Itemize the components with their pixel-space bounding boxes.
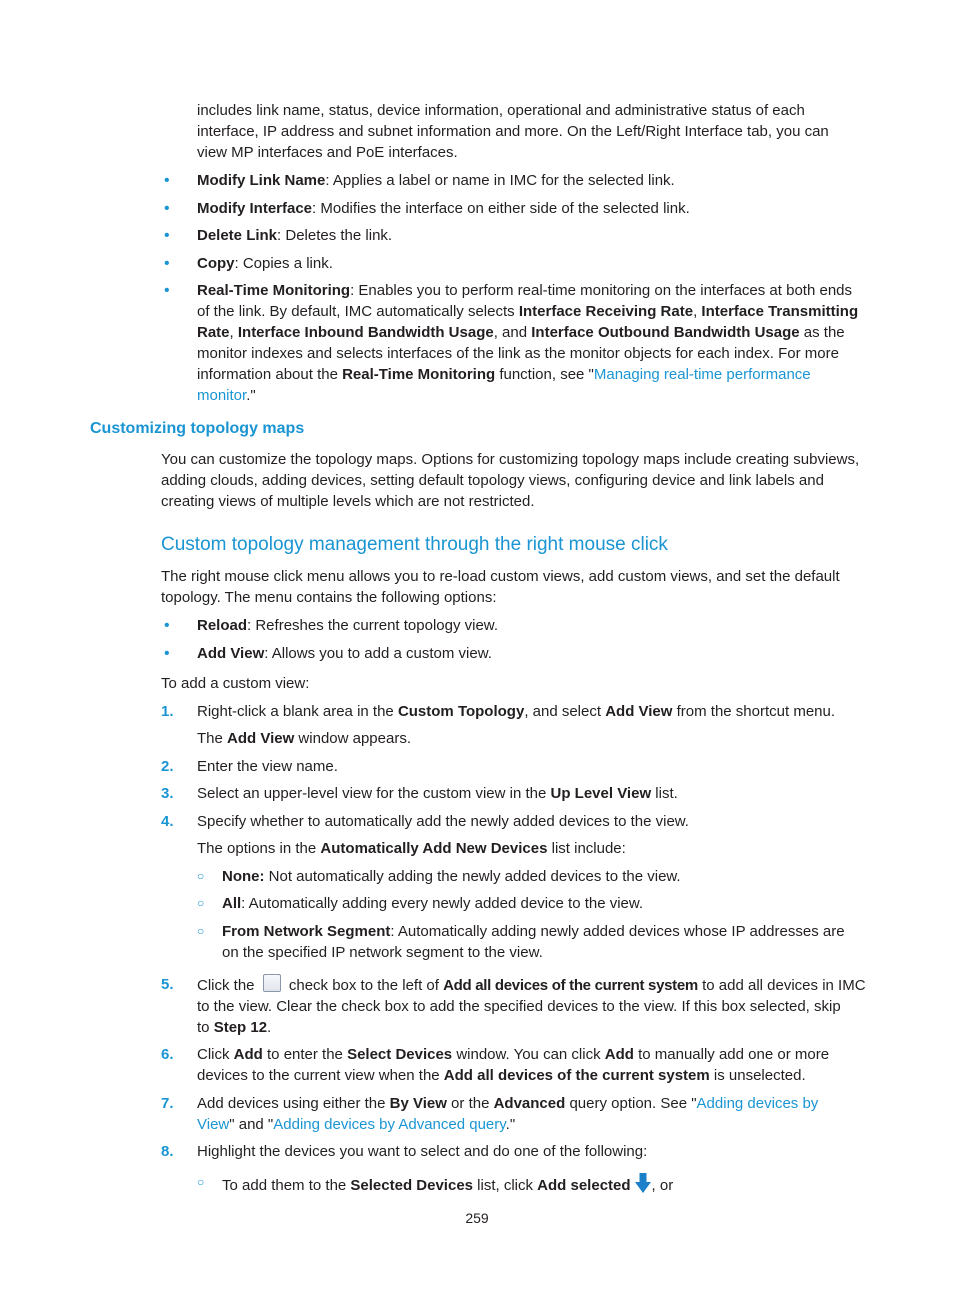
text: query option. See " — [565, 1095, 697, 1112]
text: information about the — [197, 366, 343, 383]
text: The options in the — [197, 840, 321, 857]
text: on the specified IP network segment to the view. — [222, 944, 543, 961]
text: . — [267, 1019, 272, 1036]
step-number: 8. — [161, 1143, 174, 1160]
term: Add View — [605, 703, 673, 720]
text: , or — [651, 1177, 674, 1194]
step-number: 5. — [161, 976, 174, 993]
checkbox-icon — [263, 974, 281, 992]
text: window. You can click — [452, 1046, 605, 1063]
text: check box to the left of — [284, 977, 444, 994]
intro-line: interface, IP address and subnet information and more. On the Left/Right Interface tab, you can — [197, 123, 829, 140]
description: : Allows you to add a custom view. — [264, 645, 492, 662]
term: Add all devices of the current system — [443, 977, 698, 994]
description: : Refreshes the current topology view. — [247, 617, 498, 634]
text: : Automatically adding every newly added device to the view. — [241, 895, 644, 912]
bullet-icon: • — [164, 255, 170, 272]
text-line: creating views of multiple levels which are not restricted. — [161, 493, 535, 510]
term: Modify Link Name — [197, 172, 326, 189]
text: : Enables you to perform real-time monitoring on the interfaces at both ends — [350, 282, 852, 299]
text: list. — [651, 785, 678, 802]
text: to add all devices in IMC — [697, 977, 866, 994]
term: Real-Time Monitoring — [197, 282, 351, 299]
term: By View — [389, 1095, 447, 1112]
term: Select Devices — [347, 1046, 453, 1063]
bullet-icon: • — [164, 200, 170, 217]
link-adding-devices-advanced[interactable]: Adding devices by Advanced query — [273, 1116, 506, 1133]
text: Enter the view name. — [197, 758, 338, 775]
text: monitor indexes and selects interfaces of the link as the monitor objects for each index. For more — [197, 345, 839, 362]
term: Delete Link — [197, 227, 278, 244]
circle-bullet-icon: ○ — [197, 896, 205, 910]
step-number: 2. — [161, 758, 174, 775]
subsection-paragraph — [161, 566, 869, 608]
term: From Network Segment — [222, 923, 391, 940]
description: : Applies a label or name in IMC for the selected link. — [325, 172, 675, 189]
term: Step 12 — [213, 1019, 268, 1036]
link-realtime-monitor[interactable]: Managing real-time performance — [593, 366, 811, 383]
text: Highlight the devices you want to select and do one of the following: — [197, 1143, 648, 1160]
text: to enter the — [262, 1046, 348, 1063]
text: ." — [505, 1116, 516, 1133]
text: Click the — [197, 977, 259, 994]
term: Interface Receiving Rate — [518, 303, 694, 320]
text: Specify whether to automatically add the newly added devices to the view. — [197, 813, 689, 830]
description: : Copies a link. — [234, 255, 333, 272]
text: : Automatically adding newly added devices whose IP addresses are — [390, 923, 845, 940]
link-adding-devices-by-view[interactable]: View — [197, 1116, 230, 1133]
bullet-icon: • — [164, 645, 170, 662]
text-line: You can customize the topology maps. Options for customizing topology maps include creating subviews, — [161, 451, 860, 468]
step-number: 7. — [161, 1095, 174, 1112]
term: Rate — [197, 324, 230, 341]
term: Automatically Add New Devices — [320, 840, 548, 857]
step-number: 6. — [161, 1046, 174, 1063]
term: None: — [222, 868, 265, 885]
text: ." — [246, 387, 256, 404]
intro-paragraph — [197, 100, 867, 163]
term: Modify Interface — [197, 200, 313, 217]
link-adding-devices-by-view[interactable]: Adding devices by — [696, 1095, 819, 1112]
text: of the link. By default, IMC automatically selects — [197, 303, 519, 320]
text: Click — [197, 1046, 234, 1063]
term: All — [222, 895, 242, 912]
term: Add selected — [537, 1177, 631, 1194]
term: Interface Transmitting — [701, 303, 859, 320]
text: To add them to the — [222, 1177, 351, 1194]
subsection-heading: Custom topology management through the right mouse click — [161, 534, 668, 555]
section-heading: Customizing topology maps — [90, 420, 305, 437]
section-paragraph — [161, 449, 869, 512]
term: Real-Time Monitoring — [342, 366, 496, 383]
text: devices to the current view when the — [197, 1067, 444, 1084]
bullet-icon: • — [164, 172, 170, 189]
term: Add — [604, 1046, 634, 1063]
text: window appears. — [294, 730, 411, 747]
term: Add View — [197, 645, 265, 662]
text: , and — [493, 324, 532, 341]
term: Copy — [197, 255, 235, 272]
text: The — [197, 730, 228, 747]
text: " and " — [229, 1116, 274, 1133]
step-number: 4. — [161, 813, 174, 830]
text: , — [693, 303, 702, 320]
term: Add — [233, 1046, 263, 1063]
arrow-down-icon — [634, 1172, 652, 1200]
term: Up Level View — [550, 785, 652, 802]
text: Not automatically adding the newly added devices to the view. — [264, 868, 681, 885]
text: list, click — [473, 1177, 538, 1194]
step-number: 1. — [161, 703, 174, 720]
bullet-icon: • — [164, 227, 170, 244]
term: Add View — [227, 730, 295, 747]
step-number: 3. — [161, 785, 174, 802]
term: Interface Outbound Bandwidth Usage — [531, 324, 800, 341]
circle-bullet-icon: ○ — [197, 924, 205, 938]
text: , — [229, 324, 238, 341]
circle-bullet-icon: ○ — [197, 869, 205, 883]
text: as the — [799, 324, 845, 341]
text: to manually add one or more — [633, 1046, 830, 1063]
text-line: topology. The menu contains the following options: — [161, 589, 497, 606]
text: function, see " — [495, 366, 594, 383]
term: Custom Topology — [397, 703, 525, 720]
text: from the shortcut menu. — [672, 703, 836, 720]
to-add-text: To add a custom view: — [161, 675, 310, 692]
text: or the — [446, 1095, 494, 1112]
term: Advanced — [493, 1095, 566, 1112]
text-line: The right mouse click menu allows you to re-load custom views, add custom views, and set the default — [161, 568, 840, 585]
text: Right-click a blank area in the — [197, 703, 398, 720]
intro-line: includes link name, status, device information, operational and administrative status of each — [197, 102, 805, 119]
description: : Deletes the link. — [277, 227, 393, 244]
term: Interface Inbound Bandwidth Usage — [237, 324, 494, 341]
page-number: 259 — [465, 1210, 489, 1226]
text: to — [197, 1019, 214, 1036]
link-realtime-monitor[interactable]: monitor — [197, 387, 247, 404]
term: Add all devices of the current system — [443, 1067, 710, 1084]
circle-bullet-icon: ○ — [197, 1175, 205, 1189]
text: , and select — [524, 703, 606, 720]
text-line: adding clouds, adding devices, setting default topology views, configuring device and link labels and — [161, 472, 824, 489]
term: Reload — [197, 617, 248, 634]
text: Add devices using either the — [197, 1095, 390, 1112]
intro-line: view MP interfaces and PoE interfaces. — [197, 144, 458, 161]
text: Select an upper-level view for the custom view in the — [197, 785, 551, 802]
bullet-icon: • — [164, 617, 170, 634]
text: is unselected. — [709, 1067, 806, 1084]
description: : Modifies the interface on either side of the selected link. — [312, 200, 690, 217]
text: to the view. Clear the check box to add the specified devices to the view. If this box selected, skip — [197, 998, 841, 1015]
text: list include: — [547, 840, 626, 857]
bullet-icon: • — [164, 282, 170, 299]
term: Selected Devices — [350, 1177, 473, 1194]
